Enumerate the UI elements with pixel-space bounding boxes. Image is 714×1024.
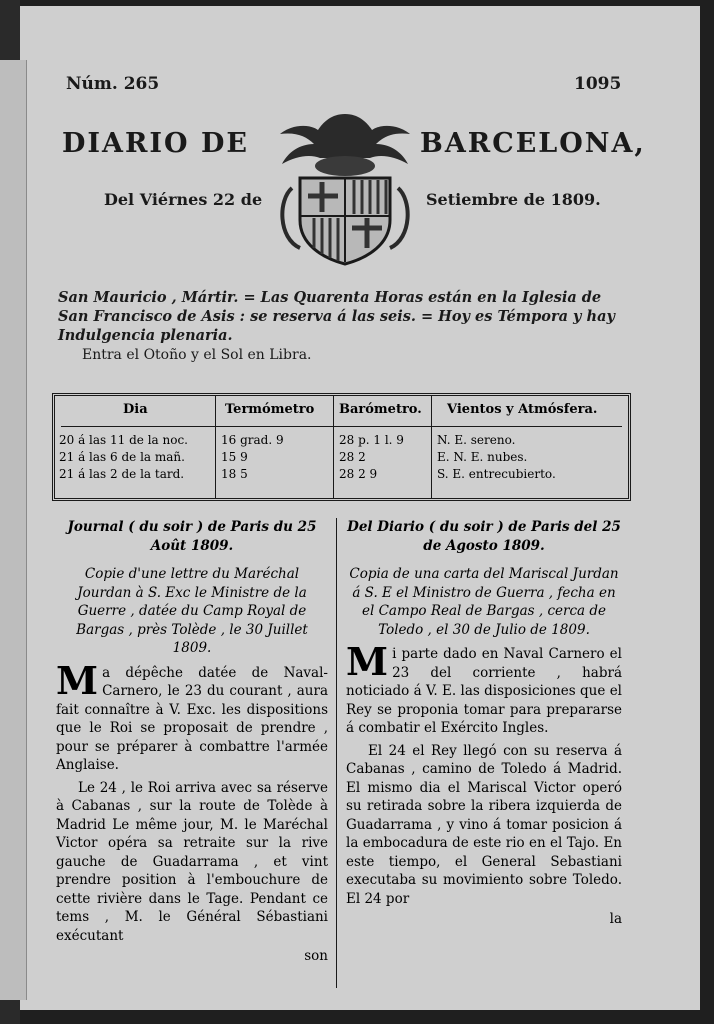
right-dropcap: M — [346, 639, 389, 684]
left-page-edge — [0, 60, 27, 1000]
right-paragraph-2: El 24 el Rey llegó con su reserva á Cabanas , camino de Toledo á Madrid. El mismo dia el Mariscal Victor operó su retirada sobre la ribera izquierda de Guadarrama , y vino á tomar posicion á la embocadura de este rio en el Tajo. En este tiempo, el General Sebastiani executaba su movimiento sobre Toledo. El 24 por — [346, 742, 622, 907]
left-dropcap: M — [56, 657, 99, 703]
table-divider — [333, 396, 334, 498]
masthead-left: DIARIO DE — [62, 128, 249, 159]
right-heading: Del Diario ( du soir ) de Paris del 25 de Agosto 1809. — [347, 519, 621, 554]
right-column — [346, 518, 622, 929]
left-subheading: Copie d'une lettre du Maréchal Jourdan à S. Exc le Ministre de la Guerre , datée du Camp Royal de Bargas , près Tolède , le 30 Juillet 1809. — [76, 566, 308, 656]
table-cell: 28 p. 1 l. 9 — [339, 433, 404, 447]
col-header-barometro: Barómetro. — [339, 402, 422, 417]
table-divider — [215, 396, 216, 498]
astronomy-note: Entra el Otoño y el Sol en Libra. — [82, 347, 312, 363]
table-cell: S. E. entrecubierto. — [437, 467, 556, 481]
table-cell: 15 9 — [221, 450, 248, 464]
column-rule — [336, 518, 337, 988]
right-paragraph-1 — [346, 639, 622, 738]
table-cell: 21 á las 6 de la mañ. — [59, 450, 185, 464]
table-cell: 21 á las 2 de la tard. — [59, 467, 185, 481]
col-header-vientos: Vientos y Atmósfera. — [447, 402, 598, 417]
weather-table — [52, 393, 631, 501]
date-right: Setiembre de 1809. — [426, 190, 601, 209]
table-cell: E. N. E. nubes. — [437, 450, 528, 464]
table-header-rule — [61, 426, 622, 427]
left-catchword: son — [304, 948, 328, 964]
col-header-termometro: Termómetro — [225, 402, 315, 417]
saints-of-the-day: San Mauricio , Mártir. = Las Quarenta Horas están en la Iglesia de San Francisco de Asis : se reserva á las seis. = Hoy es Témpora y hay Indulgencia plenaria. — [58, 289, 615, 344]
left-paragraph-1-text: a dépêche datée de Naval-Carnero, le 23 du courant , aura fait connaître à V. Exc. les dispositions que le Roi se proposait de prendre , pour se préparer à combattre l'armée Anglaise. — [56, 664, 328, 773]
left-paragraph-2: Le 24 , le Roi arriva avec sa réserve à Cabanas , sur la route de Tolède à Madrid Le même jour, M. le Maréchal Victor opéra sa retraite sur la rive gauche de Guadarrama , et vint prendre position à l'embouchure de cette rivière dans le Tage. Pendant ce tems , M. le Général Sébastiani exécutant — [56, 779, 328, 944]
table-divider — [431, 396, 432, 498]
masthead-right: BARCELONA, — [420, 128, 646, 159]
left-paragraph-1 — [56, 657, 328, 775]
table-cell: 28 2 — [339, 450, 366, 464]
table-cell: N. E. sereno. — [437, 433, 516, 447]
table-cell: 18 5 — [221, 467, 248, 481]
col-header-dia: Dia — [123, 402, 148, 417]
table-cell: 28 2 9 — [339, 467, 378, 481]
right-paragraph-1-text: i parte dado en Naval Carnero el 23 del corriente , habrá noticiado á V. E. las disposiciones que el Rey se proponia tomar para prepararse á combatir el Exército Ingles. — [346, 646, 622, 736]
left-heading: Journal ( du soir ) de Paris du 25 Août 1809. — [67, 519, 317, 554]
table-cell: 20 á las 11 de la noc. — [59, 433, 188, 447]
date-left: Del Viérnes 22 de — [104, 190, 263, 209]
left-column — [56, 518, 328, 966]
table-cell: 16 grad. 9 — [221, 433, 284, 447]
coat-of-arms-icon — [270, 108, 420, 268]
right-subheading: Copia de una carta del Mariscal Jurdan á S. E el Ministro de Guerra , fecha en el Campo Real de Bargas , cerca de Toledo , el 30 de Julio de 1809. — [349, 566, 619, 638]
right-catchword: la — [609, 911, 622, 927]
issue-number: Núm. 265 — [66, 74, 160, 94]
page-number: 1095 — [574, 74, 622, 94]
